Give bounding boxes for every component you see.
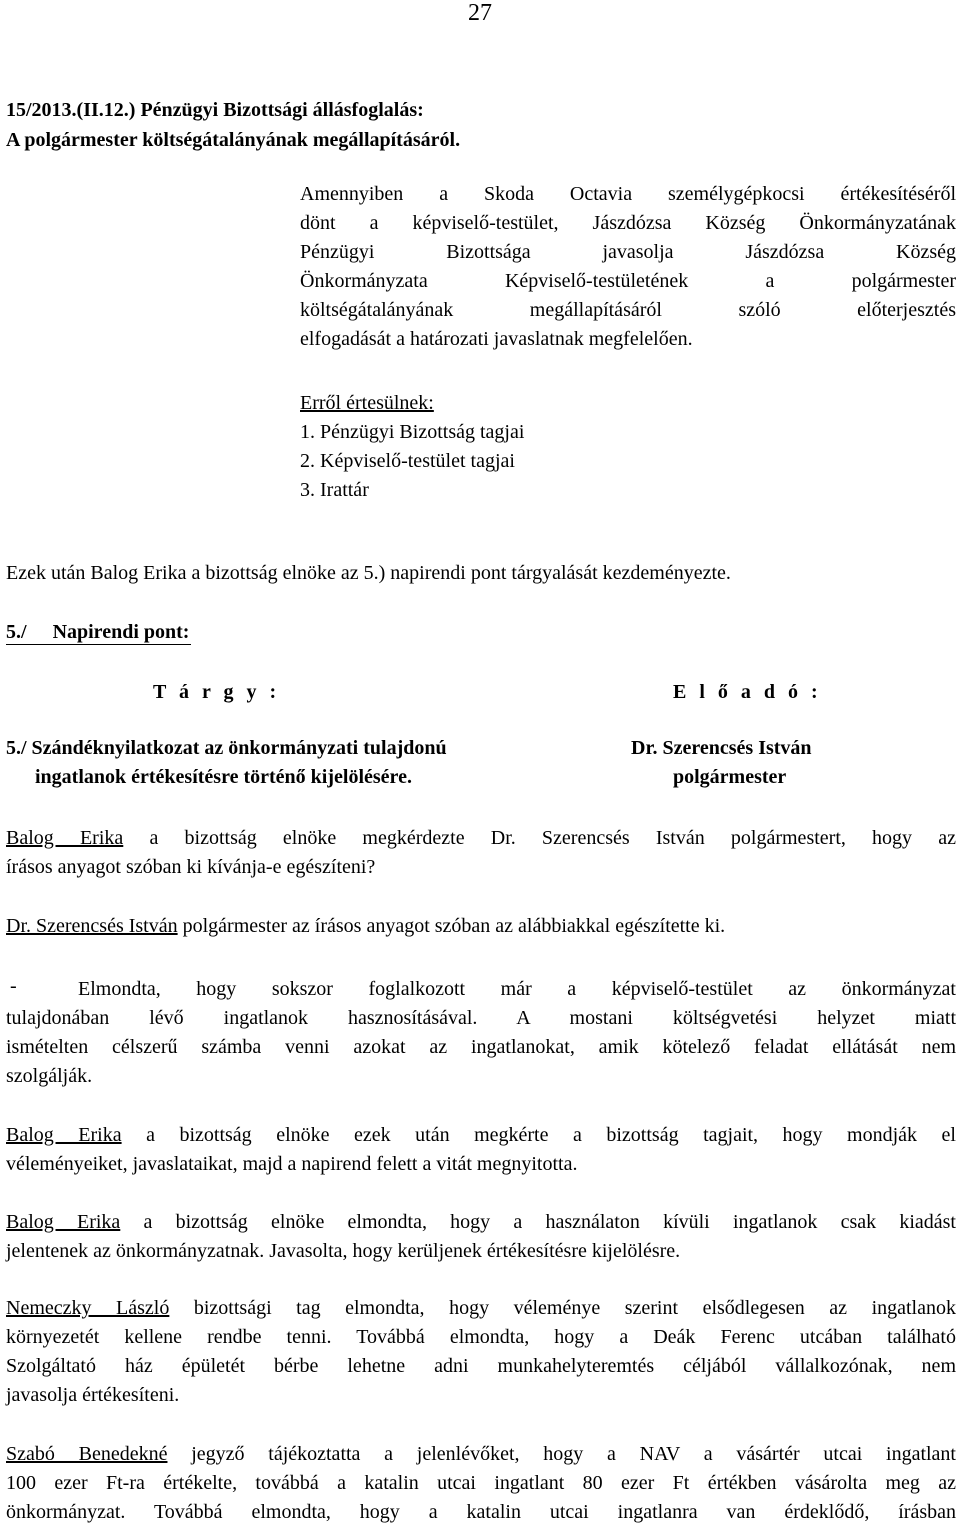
notify-item: 3. Irattár <box>300 479 369 501</box>
decision-line: költségátalányának megállapításáról szóló előterjesztés <box>300 299 956 321</box>
intro-line: Ezek után Balog Erika a bizottság elnöke az 5.) napirendi pont tárgyalását kezdeményezte. <box>6 562 731 584</box>
subject-header: T á r g y : <box>153 681 281 703</box>
paragraph-text: polgármester az írásos anyagot szóban az alábbiakkal egészítette ki. <box>177 915 726 937</box>
speaker-name: Balog Erika <box>6 1211 121 1233</box>
paragraph <box>6 824 956 882</box>
paragraph-text: Elmondta, hogy sokszor foglalkozott már a képviselő-testület az önkormányzat <box>78 978 956 1000</box>
paragraph-first-line <box>78 975 956 1004</box>
paragraph-text: ismételten célszerű számba venni azokat az ingatlanokat, amik kötelező feladat ellátását nem <box>6 1036 956 1058</box>
speaker-name: Balog Erika <box>6 827 124 849</box>
notify-heading: Erről értesülnek: <box>300 392 434 414</box>
paragraph <box>6 1208 956 1266</box>
agenda-number: 5./ <box>6 621 27 643</box>
speaker-name: Balog Erika <box>6 1124 122 1146</box>
notify-item: 1. Pénzügyi Bizottság tagjai <box>300 421 525 443</box>
agenda-label <box>6 621 191 645</box>
paragraph <box>6 912 725 941</box>
decision-text <box>300 180 956 354</box>
paragraph-text: véleményeiket, javaslataikat, majd a napirend felett a vitát megnyitotta. <box>6 1153 578 1175</box>
paragraph-text: a bizottság elnöke elmondta, hogy a használaton kívüli ingatlanok csak kiadást <box>120 1211 956 1233</box>
resolution-subject: A polgármester költségátalányának megállapításáról. <box>6 129 461 151</box>
decision-line: elfogadását a határozati javaslatnak megfelelően. <box>300 328 693 350</box>
list-dash: - <box>10 975 17 997</box>
decision-line: Pénzügyi Bizottsága javasolja Jászdózsa Község <box>300 241 956 263</box>
decision-line: Amennyiben a Skoda Octavia személygépkocsi értékesítéséről <box>300 183 956 205</box>
paragraph-text: szolgálják. <box>6 1065 93 1087</box>
presenter-title: polgármester <box>673 766 787 788</box>
resolution-number: 15/2013.(II.12.) Pénzügyi Bizottsági állásfoglalás: <box>6 99 424 121</box>
paragraph-text: 100 ezer Ft-ra értékelte, továbbá a katalin utcai ingatlant 80 ezer Ft értékben vásárolta meg az <box>6 1472 956 1494</box>
paragraph-text: Szolgáltató ház épületét bérbe lehetne adni munkahelyteremtés céljából vállalkozónak, nem <box>6 1355 956 1377</box>
notify-item: 2. Képviselő-testület tagjai <box>300 450 515 472</box>
paragraph-text: tulajdonában lévő ingatlanok hasznosításával. A mostani költségvetési helyzet miatt <box>6 1007 956 1029</box>
decision-line: Önkormányzata Képviselő-testületének a polgármester <box>300 270 956 292</box>
paragraph-text: a bizottság elnöke megkérdezte Dr. Szerencsés István polgármestert, hogy az <box>123 827 956 849</box>
paragraph-text: írásos anyagot szóban ki kívánja-e egészíteni? <box>6 856 376 878</box>
paragraph-text: a bizottság elnöke ezek után megkérte a bizottság tagjait, hogy mondják el <box>121 1124 956 1146</box>
agenda-subject-line1: 5./ Szándéknyilatkozat az önkormányzati tulajdonú <box>6 737 447 759</box>
agenda-label-text: Napirendi pont: <box>52 621 190 643</box>
paragraph-text: jegyző tájékoztatta a jelenlévőket, hogy a NAV a vásártér utcai ingatlant <box>167 1443 956 1465</box>
paragraph <box>6 1121 956 1179</box>
page-number: 27 <box>468 0 492 26</box>
paragraph-text: jelentenek az önkormányzatnak. Javasolta, hogy kerüljenek értékesítésre kijelölésre. <box>6 1240 681 1262</box>
presenter-name: Dr. Szerencsés István <box>631 737 812 759</box>
speaker-name: Nemeczky László <box>6 1297 170 1319</box>
speaker-name: Dr. Szerencsés István <box>6 915 178 937</box>
paragraph-text: környezetét kellene rendbe tenni. Továbbá elmondta, hogy a Deák Ferenc utcában található <box>6 1326 956 1348</box>
decision-line: dönt a képviselő-testület, Jászdózsa Község Önkormányzatának <box>300 212 956 234</box>
agenda-subject-line2: ingatlanok értékesítésre történő kijelölésére. <box>35 766 412 788</box>
presenter-header: E l ő a d ó : <box>673 681 822 703</box>
paragraph-text: javasolja értékesíteni. <box>6 1384 180 1406</box>
paragraph-text: önkormányzat. Továbbá elmondta, hogy a katalin utcai ingatlanra van érdeklődő, írásban <box>6 1501 956 1523</box>
paragraph <box>6 1440 956 1527</box>
paragraph-text: bizottsági tag elmondta, hogy véleménye szerint elsődlegesen az ingatlanok <box>169 1297 956 1319</box>
notify-block <box>300 389 524 505</box>
speaker-name: Szabó Benedekné <box>6 1443 168 1465</box>
paragraph <box>6 1294 956 1410</box>
paragraph <box>6 1004 956 1091</box>
